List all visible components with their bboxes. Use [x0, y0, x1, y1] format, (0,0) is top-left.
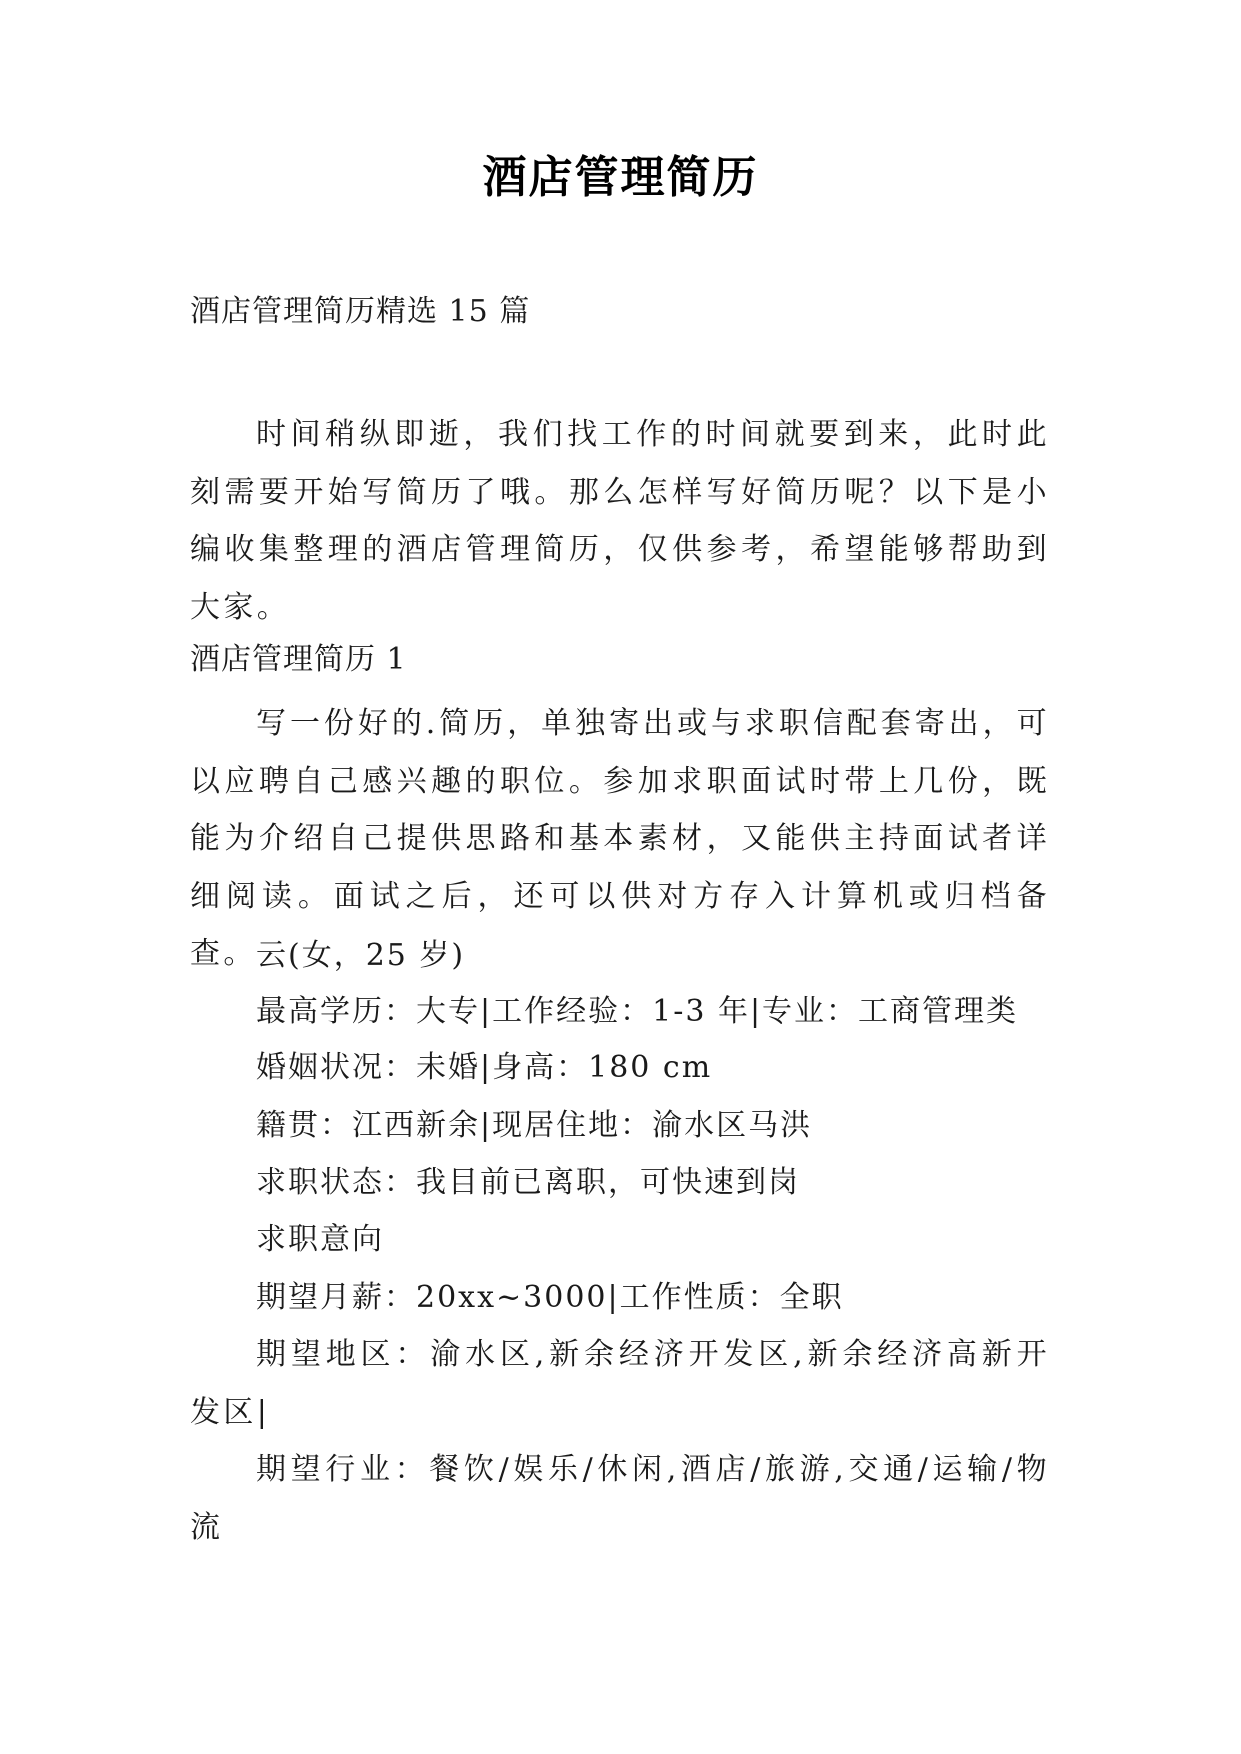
intent-heading: 求职意向 [256, 1222, 384, 1257]
document-title: 酒店管理简历 [482, 152, 759, 203]
section-heading: 酒店管理简历 1 [190, 642, 407, 677]
education-line: 最高学历：大专|工作经验：1-3 年|专业：工商管理类 [256, 994, 1019, 1029]
marital-line: 婚姻状况：未婚|身高：180 cm [256, 1050, 713, 1085]
origin-line: 籍贯：江西新余|现居住地：渝水区马洪 [256, 1108, 813, 1143]
salary-line: 期望月薪：20xx~3000|工作性质：全职 [256, 1280, 844, 1315]
intro-paragraph: 时间稍纵即逝，我们找工作的时间就要到来，此时此刻需要开始写简历了哦。那么怎样写好简历呢？以下是小编收集整理的酒店管理简历，仅供参考，希望能够帮助到大家。 [190, 417, 1050, 625]
name-line: 云(女，25 岁) [256, 938, 466, 973]
document-subtitle: 酒店管理简历精选 15 篇 [190, 294, 531, 329]
status-line: 求职状态：我目前已离职，可快速到岗 [256, 1165, 800, 1200]
section-paragraph: 写一份好的.简历，单独寄出或与求职信配套寄出，可以应聘自己感兴趣的职位。参加求职面试时带上几份，既能为介绍自己提供思路和基本素材，又能供主持面试者详细阅读。面试之后，还可以供对方存入计算机或归档备查。 [190, 706, 1050, 971]
industry-line: 期望行业：餐饮/娱乐/休闲,酒店/旅游,交通/运输/物流 [190, 1452, 1050, 1545]
region-line: 期望地区：渝水区,新余经济开发区,新余经济高新开发区| [190, 1337, 1050, 1430]
